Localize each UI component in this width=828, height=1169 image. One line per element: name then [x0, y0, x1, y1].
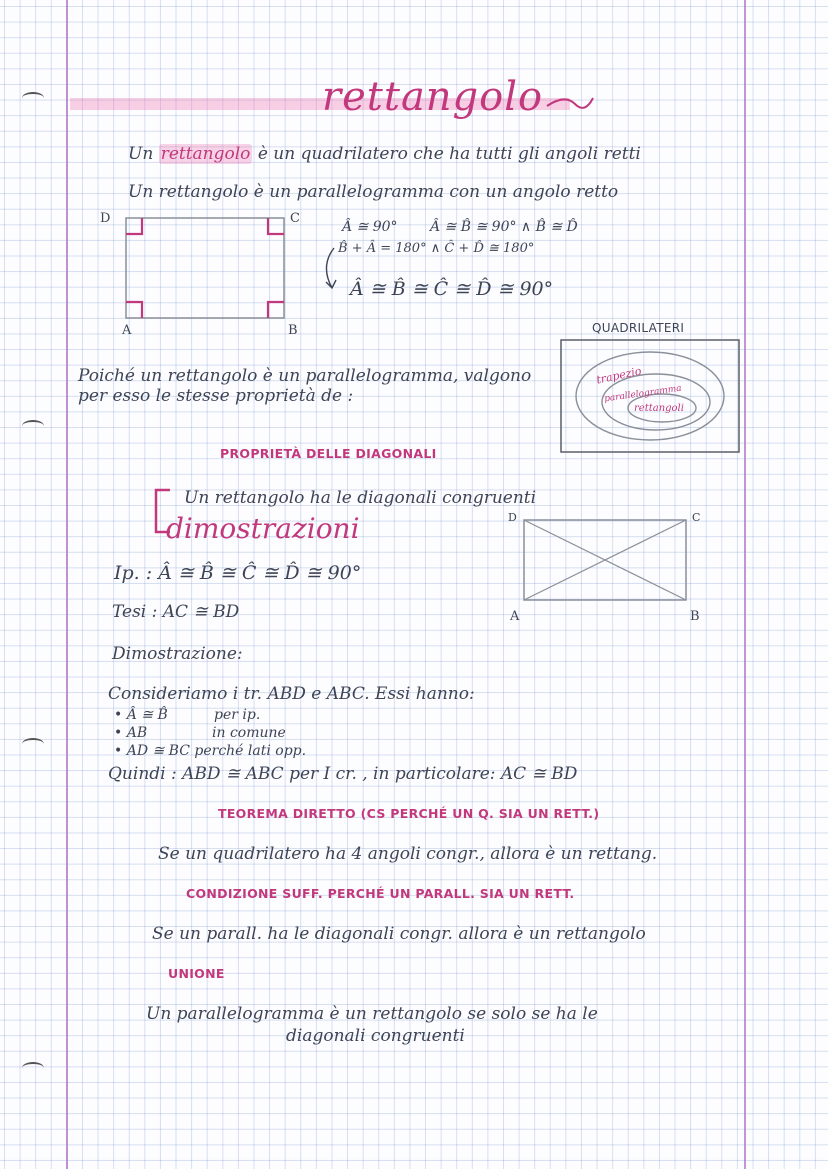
left-margin-line [66, 0, 68, 1169]
diagonals-statement: Un rettangolo ha le diagonali congruenti [184, 488, 537, 508]
rect-vertex-b: B [288, 323, 298, 338]
binder-hole-2 [22, 420, 44, 432]
thesis: Tesi : AC ≅ BD [112, 602, 240, 622]
venn-middle-label: parallelogramma [603, 383, 683, 405]
suff-condition-text: Se un parall. ha le diagonali congr. allora è un rettangolo [152, 924, 646, 944]
rect-vertex-c: C [290, 211, 300, 226]
rect-vertex-a: A [122, 323, 132, 338]
angle-note-3: Â ≅ B̂ ≅ Ĉ ≅ D̂ ≅ 90° [350, 278, 554, 300]
venn-inner-label: rettangoli [634, 403, 684, 414]
venn-title: QUADRILATERI [592, 321, 685, 335]
definition-keyword: rettangolo [160, 144, 251, 164]
proof-bullet-2-a: • AB [114, 725, 148, 741]
rect-vertex-d: D [100, 211, 111, 226]
diagonals-heading: PROPRIETÀ DELLE DIAGONALI [220, 446, 437, 461]
proof-line-1: Consideriamo i tr. ABD e ABC. Essi hanno: [108, 684, 475, 704]
implication-arrow [318, 244, 348, 294]
demo-heading: dimostrazioni [166, 512, 360, 545]
proof-label: Dimostrazione: [112, 644, 243, 664]
definition-line [128, 146, 641, 163]
proof-bullet-2-b: in comune [212, 725, 286, 741]
title-swash [545, 92, 595, 112]
theorem-heading: TEOREMA DIRETTO (CS PERCHÉ UN Q. SIA UN RETT.) [218, 806, 600, 821]
diag-vertex-d: D [508, 511, 517, 524]
theorem-text: Se un quadrilatero ha 4 angoli congr., allora è un rettang. [158, 844, 658, 864]
union-heading: UNIONE [168, 966, 225, 981]
proof-bullet-1-a: • Â ≅ B̂ [114, 707, 168, 723]
union-line-2: diagonali congruenti [286, 1026, 465, 1046]
definition-prefix: Un [128, 144, 154, 164]
right-margin-line [744, 0, 746, 1169]
rectangle-figure [98, 208, 318, 338]
proof-bullet-1-b: per ip. [214, 707, 261, 723]
diagonals-figure [516, 516, 696, 608]
poiche-line-1: Poiché un rettangolo è un parallelogramma, valgono [78, 366, 532, 386]
angle-note-1b: Â ≅ B̂ ≅ 90° ∧ B̂ ≅ D̂ [430, 219, 578, 235]
angle-note-1a: Â ≅ 90° [342, 219, 398, 235]
suff-condition-heading: CONDIZIONE SUFF. PERCHÉ UN PARALL. SIA UN RETT. [186, 886, 575, 901]
proof-conclusion: Quindi : ABD ≅ ABC per I cr. , in particolare: AC ≅ BD [108, 764, 578, 784]
hypothesis: Ip. : Â ≅ B̂ ≅ Ĉ ≅ D̂ ≅ 90° [114, 562, 362, 584]
union-line-1: Un parallelogramma è un rettangolo se solo se ha le [146, 1004, 598, 1024]
definition-rest: è un quadrilatero che ha tutti gli angoli retti [257, 144, 641, 164]
definition-alt: Un rettangolo è un parallelogramma con un angolo retto [128, 182, 619, 202]
angle-note-2: B̂ + Â = 180° ∧ Ĉ + D̂ ≅ 180° [338, 241, 535, 256]
venn-outer-label: trapezio [595, 364, 643, 387]
page-title: rettangolo [322, 74, 544, 120]
poiche-line-2: per esso le stesse proprietà de : [78, 386, 354, 406]
binder-hole-4 [22, 1062, 44, 1074]
diag-vertex-c: C [692, 511, 701, 524]
binder-hole-3 [22, 738, 44, 750]
binder-hole-1 [22, 92, 44, 104]
diag-vertex-a: A [510, 609, 520, 624]
proof-bullet-3: • AD ≅ BC perché lati opp. [114, 743, 307, 759]
diag-vertex-b: B [690, 609, 700, 624]
